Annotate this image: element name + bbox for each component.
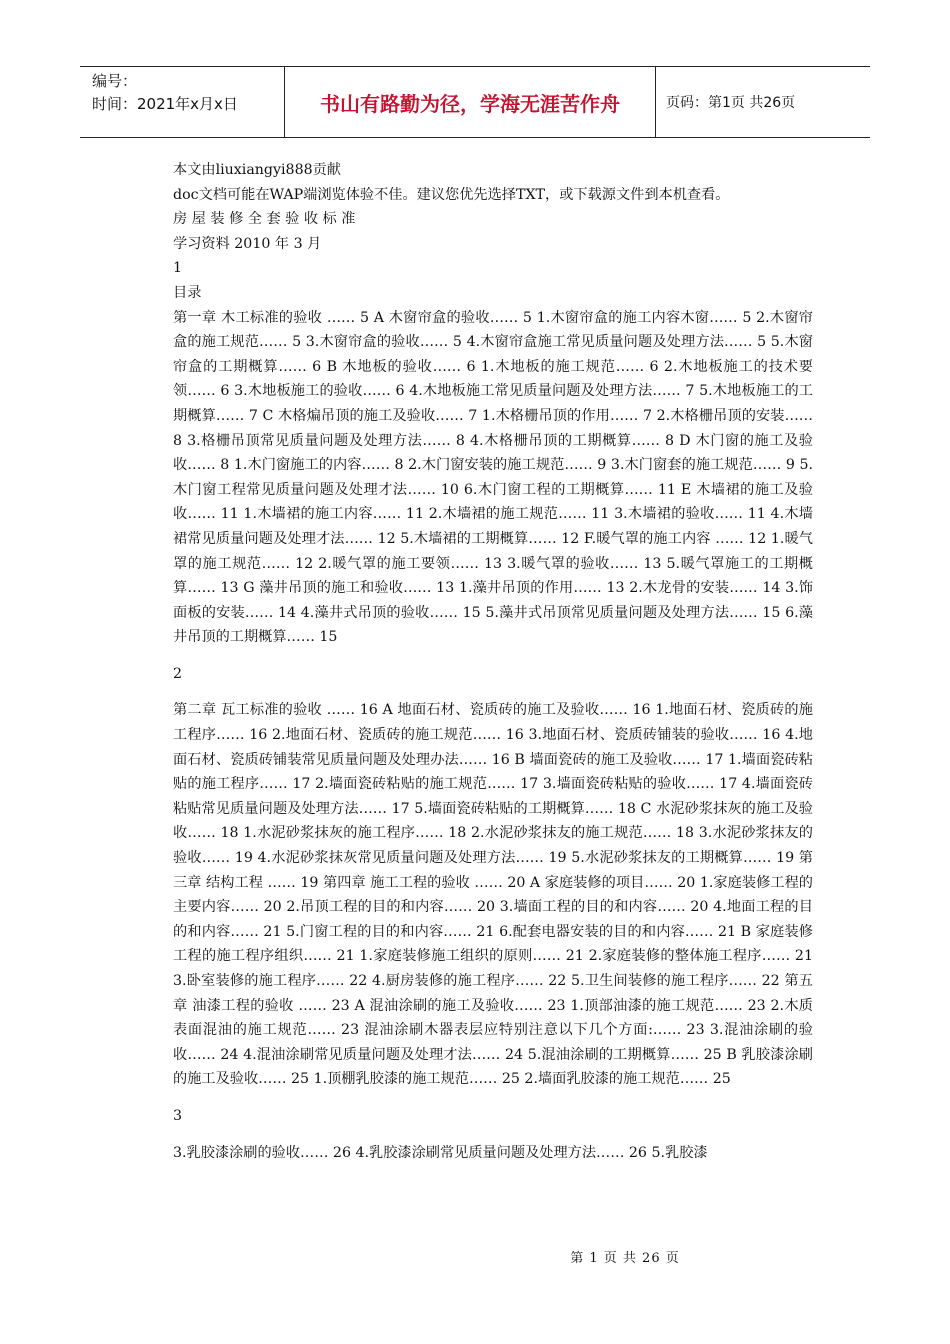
toc-chapters-2-5: 第二章 瓦工标准的验收 …… 16 A 地面石材、瓷质砖的施工及验收…… 16 1.地面石材、瓷质砖的施工程序…… 16 2.地面石材、瓷质砖的施工规范…… 16 3.地面石材、瓷质砖铺装的验收…… 16 4.地面石材、瓷质砖铺装常见质量问题及处理办法…… 16 B 墙面瓷砖的施工及验收…… 17 1.墙面瓷砖粘贴的施工程序…… 17 2.墙面瓷砖粘贴的施工规范…… 17 3.墙面瓷砖粘贴的验收…… 17 4.墙面瓷砖粘贴常见质量问题及处理方法…… 17 5.墙面瓷砖粘贴的工期概算…… 18 C 水泥砂浆抹灰的施工及验收…… 18 1.水泥砂浆抹灰的施工程序…… 18 2.水泥砂浆抹友的施工规范…… 18 3.水泥砂浆抹友的验收…… 19 4.水泥砂浆抹灰常见质量问题及处理方法…… 19 5.水泥砂浆抹友的工期概算…… 19 第三章 结构工程 …… 19 第四章 施工工程的验收 …… 20 A 家庭装修的项目…… 20 1.家庭装修工程的主要内容…… 20 2.吊顶工程的目的和内容…… 20 3.墙面工程的目的和内容…… 20 4.地面工程的目的和内容…… 21 5.门窗工程的目的和内容…… 21 6.配套电器安装的目的和内容…… 21 B 家庭装修工程的施工程序组织…… 21 1.家庭装修施工组织的原则…… 21 2.家庭装修的整体施工程序…… 21 3.卧室装修的施工程序…… 22 4.厨房装修的施工程序…… 22 5.卫生间装修的施工程序…… 22 第五章 油漆工程的验收 …… 23 A 混油涂刷的施工及验收…… 23 1.顶部油漆的施工规范…… 23 2.木质表面混油的施工规范…… 23 混油涂刷木器表层应特别注意以下几个方面:…… 23 3.混油涂刷的验收…… 24 4.混油涂刷常见质量问题及处理才法…… 24 5.混油涂刷的工期概算…… 25 B 乳胶漆涂刷的施工及验收…… 25 1.顶棚乳胶漆的施工规范…… 25 2.墙面乳胶漆的施工规范…… 25 <box>173 702 813 1088</box>
format-notice: doc文档可能在WAP端浏览体验不佳。建议您优先选择TXT，或下载源文件到本机查看。 <box>173 186 730 203</box>
number-label: 编号： <box>92 72 138 90</box>
document-body <box>173 158 813 1165</box>
toc-heading: 目录 <box>173 284 202 301</box>
page-footer: 第 1 页 共 26 页 <box>570 1251 680 1266</box>
page-header <box>80 66 870 138</box>
header-meta <box>80 67 284 137</box>
header-page-info: 页码：第1页 共26页 <box>666 95 796 111</box>
document-title: 房屋装修全套验收标准 <box>173 211 360 228</box>
date-label: 时间：2021年x月x日 <box>92 95 238 113</box>
page-number-marker: 1 <box>173 260 183 277</box>
toc-chapter-1: 第一章 木工标准的验收 …… 5 A 木窗帘盒的验收…… 5 1.木窗帘盒的施工内容木窗…… 5 2.木窗帘盒的施工规范…… 5 3.木窗帘盒的验收…… 5 4.木窗帘盒施工常见质量问题及处理方法…… 5 5.木窗帘盒的工期概算…… 6 B 木地板的验收…… 6 1.木地板的施工规范…… 6 2.木地板施工的技术要领…… 6 3.木地板施工的验收…… 6 4.木地板施工常见质量问题及处理方法…… 7 5.木地板施工的工期概算…… 7 C 木格煸吊顶的施工及验收…… 7 1.木格栅吊顶的作用…… 7 2.木格栅吊顶的安装…… 8 3.格栅吊顶常见质量问题及处理方法…… 8 4.木格栅吊顶的工期概算…… 8 D 木门窗的施工及验收…… 8 1.木门窗施工的内容…… 8 2.木门窗安装的施工规范…… 9 3.木门窗套的施工规范…… 9 5.木门窗工程常见质量问题及处理才法…… 10 6.木门窗工程的工期概算…… 11 E 木墙裙的施工及验收…… 11 1.木墙裙的施工内容…… 11 2.木墙裙的施工规范…… 11 3.木墙裙的验收…… 11 4.木墙裙常见质量问题及处理才法…… 12 5.木墙裙的工期概算…… 12 F.暖气罩的施工内容 …… 12 1.暖气罩的施工规范…… 12 2.暖气罩的施工要领…… 13 3.暖气罩的验收…… 13 5.暖气罩施工的工期概算…… 13 G 藻井吊顶的施工和验收…… 13 1.藻井吊顶的作用…… 13 2.木龙骨的安装…… 14 3.饰面板的安装…… 14 4.藻井式吊顶的验收…… 15 5.藻井式吊顶常见质量问题及处理方法…… 15 6.藻井吊顶的工期概算…… 15 <box>173 309 813 646</box>
toc-continuation: 3.乳胶漆涂刷的验收…… 26 4.乳胶漆涂刷常见质量问题及处理方法…… 26 5.乳胶漆 <box>173 1144 708 1161</box>
document-subtitle: 学习资料 2010 年 3 月 <box>173 235 322 252</box>
page-number-marker: 3 <box>173 1107 183 1124</box>
page-number-marker: 2 <box>173 665 183 682</box>
contributor-line: 本文由liuxiangyi888贡献 <box>173 162 341 178</box>
header-motto: 书山有路勤为径，学海无涯苦作舟 <box>284 67 656 137</box>
